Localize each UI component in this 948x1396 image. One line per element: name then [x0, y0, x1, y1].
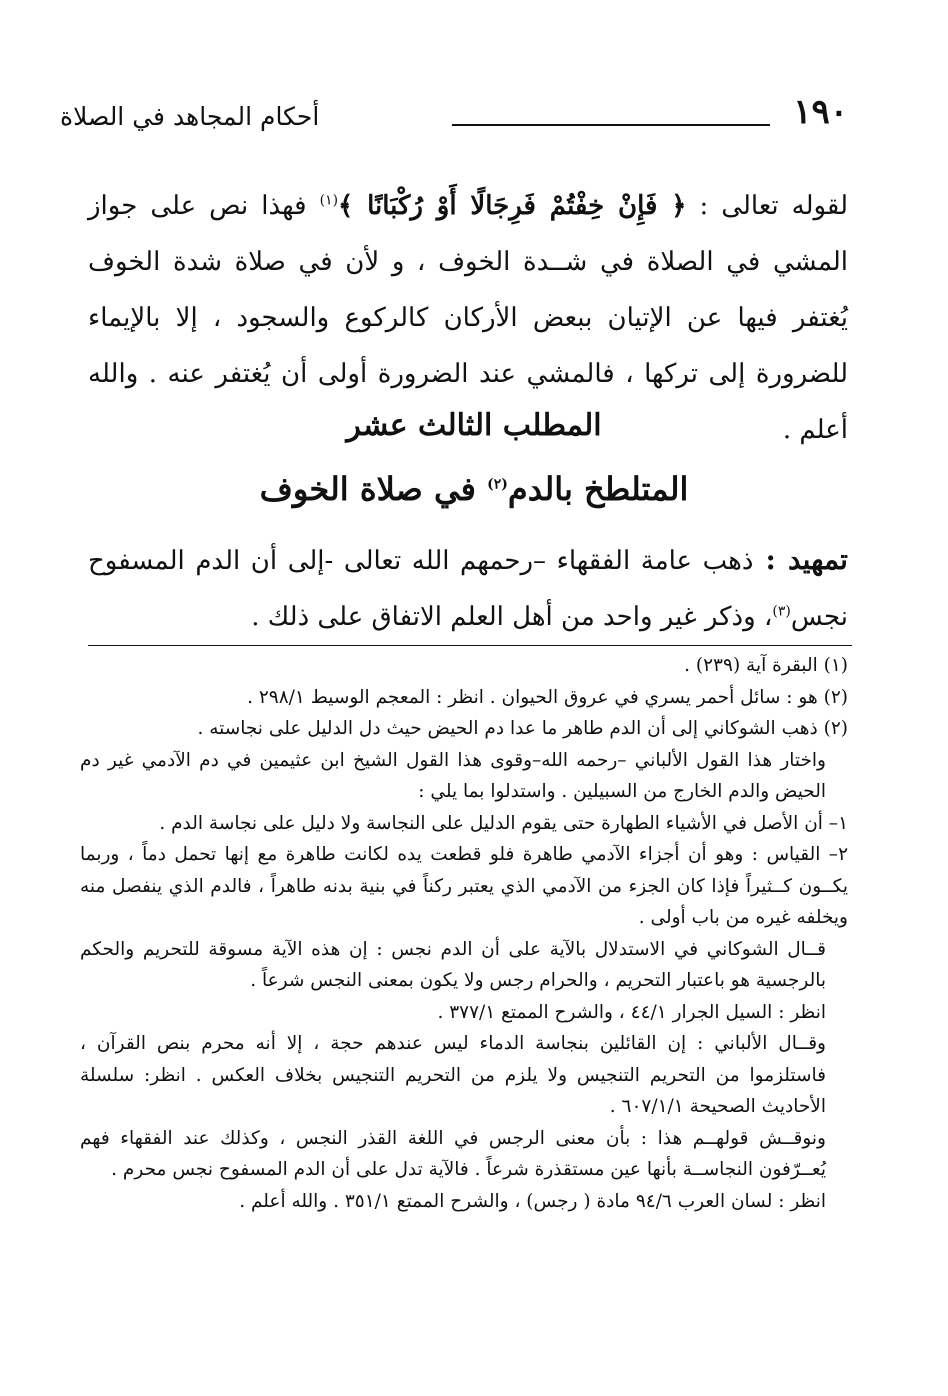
quran-verse: ﴿ فَإِنْ خِفْتُمْ فَرِجَالًا أَوْ رُكْبَانًا ﴾ [338, 191, 687, 221]
footnote-ref-1: (١) [319, 192, 339, 209]
paragraph-lead: تمهيد : [753, 543, 848, 576]
footnote-item: انظر : لسان العرب ٩٤/٦ مادة ( رجس) ، والشرح الممتع ٣٥١/١ . والله أعلم . [239, 1190, 826, 1212]
footnote-item: (٢) هو : سائل أحمر يسري في عروق الحيوان . انظر : المعجم الوسيط ٢٩٨/١ . [247, 686, 848, 708]
section-subheading [100, 470, 848, 508]
page-number: ١٩٠ [793, 92, 848, 132]
running-title: أحكام المجاهد في الصلاة [60, 102, 320, 131]
subheading-part-1: المتلطخ بالدم [507, 470, 689, 508]
paragraph-introduction [88, 532, 848, 645]
footnote-item: قــال الشوكاني في الاستدلال بالآية على أن الدم نجس : إن هذه الآية مسوقة للتحريم والحكم بالرجسية هو باعتبار التحريم ، والحرام رجس ولا يكون بمعنى النجس شرعاً . [80, 938, 826, 991]
section-heading: المطلب الثالث عشر [346, 408, 602, 443]
header-rule [452, 124, 770, 126]
footnote-item: ١– أن الأصل في الأشياء الطهارة حتى يقوم الدليل على النجاسة ولا دليل على نجاسة الدم . [159, 812, 848, 834]
footnote-separator [88, 645, 852, 646]
footnotes-list [80, 650, 848, 1217]
paragraph-text-start: ذهب عامة الفقهاء –رحمهم الله تعالى -إلى أن الدم المسفوح نجس [88, 546, 848, 632]
footnote-item: انظر : السيل الجرار ٤٤/١ ، والشرح الممتع ٣٧٧/١ . [437, 1001, 826, 1023]
footnote-item: ونوقــش قولهــم هذا : بأن معنى الرجس في اللغة القذر النجس ، وكذلك عند الفقهاء فهم يُعــرّفون النجاســة بأنها عين مستقذرة شرعاً . فالآية تدل على أن الدم المسفوح نجس محرم . [80, 1127, 826, 1180]
footnote-item: (٢) ذهب الشوكاني إلى أن الدم طاهر ما عدا دم الحيض حيث دل الدليل على نجاسته . [197, 718, 848, 739]
footnote-ref-2: (٢) [487, 476, 508, 493]
paragraph-text: فهذا نص على جواز المشي في الصلاة في شــدة الخوف ، و لأن في صلاة شدة الخوف يُغتفر فيها عن الإتيان ببعض الأركان كالركوع والسجود ، إلا بالإيماء للضرورة إلى تركها ، فالمشي عند الضرورة أولى أن يُغتفر عنه . والله أعلم . [88, 191, 848, 445]
footnote-item: واختار هذا القول الألباني –رحمه الله–وقوى هذا القول الشيخ ابن عثيمين في دم الآدمي غير دم الحيض والدم الخارج من السبيلين . واستدلوا بما يلي : [80, 749, 826, 802]
footnote-ref-3: (٣) [772, 603, 791, 620]
paragraph-intro: لقوله تعالى : [686, 191, 848, 221]
subheading-part-2: في صلاة الخوف [259, 470, 488, 508]
footnote-item: ٢– القياس : وهو أن أجزاء الآدمي طاهرة فلو قطعت يده لكانت طاهرة مع إنها تحمل دماً ، وربما يكــون كــثيراً فإذا كان الجزء من الآدمي الذي يعتبر ركناً في بنية بدنه طاهراً ، فالدم الذي ينفصل منه ويخلفه غيره من باب أولى . [80, 844, 848, 928]
footnote-item: (١) البقرة آية (٢٣٩) . [684, 655, 848, 676]
footnote-item: وقــال الألباني : إن القائلين بنجاسة الدماء ليس عندهم حجة ، إلا أنه محرم بنص القرآن ، فاستلزموا من التحريم التنجيس ولا يلزم من التحريم التنجيس بخلاف العكس . انظر: سلسلة الأحاديث الصحيحة ٦٠٧/١/١ . [80, 1033, 826, 1117]
running-header [60, 92, 848, 142]
paragraph-text-end: ، وذكر غير واحد من أهل العلم الاتفاق على ذلك . [251, 602, 773, 632]
